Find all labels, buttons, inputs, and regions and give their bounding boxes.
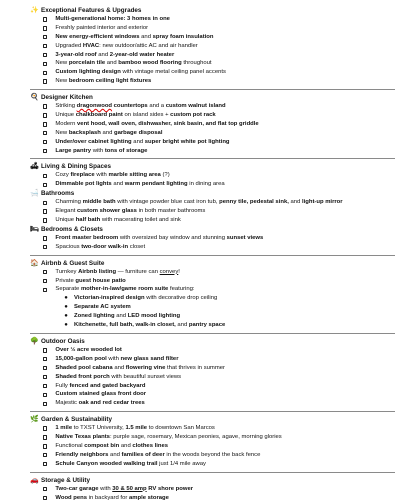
section-kitchen <box>30 93 395 155</box>
item-text: and <box>105 60 119 67</box>
checkbox[interactable] <box>43 462 47 466</box>
item-text: middle bath <box>82 199 116 206</box>
item-text: New <box>55 129 69 136</box>
checkbox[interactable] <box>43 270 47 274</box>
item-text: Unique <box>55 112 76 119</box>
item-text: : purple sage, rosemary, Mexican peonies, agave, morning glories <box>109 434 282 441</box>
checklist-item <box>30 442 395 451</box>
item-text: with <box>94 172 109 179</box>
checklist-item <box>30 59 395 68</box>
item-text: Separate <box>55 286 81 293</box>
item-text: sunset views <box>226 234 264 241</box>
checklist-item <box>30 390 395 399</box>
item-text: light-up mirror <box>301 199 343 206</box>
section-heading <box>30 93 395 102</box>
item-text: New energy-efficient windows <box>55 33 140 40</box>
bullet-icon: ● <box>64 322 68 329</box>
checklist-item <box>30 285 395 294</box>
checklist-item <box>30 494 395 502</box>
item-text: pantry space <box>188 322 226 329</box>
house-icon: 🏠 <box>30 259 39 267</box>
item-text: Over ½ acre wooded lot <box>55 346 122 353</box>
item-text: bedroom ceiling light fixtures <box>68 78 152 85</box>
sofa-icon: 🛋 <box>30 163 39 171</box>
item-text: closet <box>128 243 146 250</box>
checklist-item <box>30 277 395 286</box>
checklist-item <box>30 129 395 138</box>
checkbox[interactable] <box>43 71 47 75</box>
item-text: in backyard for <box>87 494 129 501</box>
checkbox[interactable] <box>43 435 47 439</box>
section-heading <box>30 6 395 15</box>
checklist-item <box>30 68 395 77</box>
item-text: and <box>108 451 122 458</box>
checklist-item <box>30 451 395 460</box>
item-text: with decorative drop ceiling <box>144 295 218 302</box>
section-title: Bathrooms <box>41 190 75 198</box>
item-text: in the woods beyond the back fence <box>164 451 261 458</box>
item-text: Cozy <box>55 172 71 179</box>
item-text: — furniture can <box>116 268 160 275</box>
item-text: throughout <box>181 60 212 67</box>
section-airbnb <box>30 259 395 330</box>
checklist-item <box>30 42 395 51</box>
section-title: Airbnb & Guest Suite <box>41 259 105 267</box>
checklist-item <box>30 171 395 180</box>
item-text: and <box>100 129 115 136</box>
section-garden <box>30 415 395 468</box>
section-title: Garden & Sustainability <box>41 416 113 424</box>
item-text: tons of storage <box>104 147 148 154</box>
checkbox[interactable] <box>43 357 47 361</box>
item-text: 2-year-old water heater <box>109 51 175 58</box>
checklist-item <box>30 51 395 60</box>
item-text: Custom lighting design <box>55 69 121 76</box>
checkbox[interactable] <box>43 44 47 48</box>
checkbox[interactable] <box>43 236 47 240</box>
bullet-icon: ● <box>64 313 68 320</box>
checklist-item <box>30 15 395 24</box>
item-text: to downtown San Marcos <box>147 425 215 432</box>
checkbox[interactable] <box>43 79 47 83</box>
checklist-item <box>30 382 395 391</box>
item-text: 1.5 mile <box>125 425 148 432</box>
item-text: to TXST University, <box>72 425 126 432</box>
item-text: with macerating toilet and sink <box>100 217 181 224</box>
item-text: Under/over cabinet lighting <box>55 138 132 145</box>
section-divider <box>30 333 395 334</box>
checklist-item <box>30 355 395 364</box>
item-text: compost bin <box>84 442 120 449</box>
link-text[interactable]: convey <box>159 268 179 275</box>
checklist-item <box>30 433 395 442</box>
section-title: Bedrooms & Closets <box>41 225 103 233</box>
bullet-item <box>30 294 395 303</box>
checklist-item <box>30 234 395 243</box>
checkbox[interactable] <box>43 174 47 178</box>
checklist-item <box>30 111 395 120</box>
checklist-item <box>30 77 395 86</box>
section-title: Living & Dining Spaces <box>41 163 111 171</box>
item-text: with <box>106 355 121 362</box>
bullet-item <box>30 312 395 321</box>
item-text: fenced and gated backyard <box>69 382 146 389</box>
section-heading <box>30 225 395 234</box>
checkbox[interactable] <box>43 201 47 205</box>
item-text: vent hood, wall oven, dishwasher, sink basin, and flat top griddle <box>77 120 259 127</box>
item-text: garbage disposal <box>114 129 163 136</box>
checkbox[interactable] <box>43 366 47 370</box>
item-text: Shaded front porch <box>55 373 110 380</box>
item-text: 3-year-old roof <box>55 51 97 58</box>
item-text: and <box>111 181 125 188</box>
item-text: with vintage powder blue cast iron tub, <box>115 199 220 206</box>
checkbox[interactable] <box>43 35 47 39</box>
item-text: countertops <box>112 103 148 110</box>
checklist-item <box>30 138 395 147</box>
bathtub-icon: 🛁 <box>30 190 39 198</box>
item-text: in both master bathrooms <box>136 208 206 215</box>
item-text: with vintage metal ceiling panel accents <box>120 69 226 76</box>
bullet-icon: ● <box>64 304 68 311</box>
item-text: and a <box>147 103 166 110</box>
checkbox[interactable] <box>43 26 47 30</box>
item-text: Zoned lighting <box>74 313 115 320</box>
checkbox[interactable] <box>43 245 47 249</box>
checklist-item <box>30 33 395 42</box>
item-text: and <box>112 364 126 371</box>
checklist-item <box>30 346 395 355</box>
item-text: Large pantry <box>55 147 92 154</box>
sparkles-icon: ✨ <box>30 7 39 14</box>
section-divider <box>30 411 395 412</box>
item-text: Schule Canyon wooded walking trail <box>55 460 158 467</box>
checkbox[interactable] <box>43 384 47 388</box>
item-text: New <box>55 78 69 85</box>
item-text: new glass sand filter <box>120 355 179 362</box>
item-text: RV shore power <box>146 485 194 492</box>
item-text: that thrives in summer <box>165 364 225 371</box>
section-divider <box>30 158 395 159</box>
item-text: with <box>98 485 113 492</box>
item-text: 1 mile <box>55 425 73 432</box>
item-text: with beautiful sunset views <box>109 373 182 380</box>
section-heading <box>30 259 395 268</box>
bullet-item <box>30 303 395 312</box>
item-text: chalkboard paint <box>75 112 123 119</box>
item-text: : new outdoor/attic AC and air handler <box>99 42 198 49</box>
item-text: backsplash <box>68 129 101 136</box>
item-text: Freshly painted interior and exterior <box>55 24 149 31</box>
item-text: and <box>96 51 110 58</box>
item-text: featuring: <box>168 286 195 293</box>
item-text: bamboo wood flooring <box>118 60 182 67</box>
checkbox[interactable] <box>43 218 47 222</box>
item-text: Shaded pool cabana <box>55 364 113 371</box>
checklist-item <box>30 485 395 494</box>
checkbox[interactable] <box>43 426 47 430</box>
item-text: oak and red cedar trees <box>78 400 145 407</box>
checklist-item <box>30 198 395 207</box>
item-text: on island sides + <box>122 112 171 119</box>
checkbox[interactable] <box>43 140 47 144</box>
item-text: Victorian-inspired design <box>74 295 145 302</box>
item-text: Upgraded <box>55 42 83 49</box>
section-heading <box>30 337 395 346</box>
item-text: and <box>114 313 128 320</box>
checkbox[interactable] <box>43 375 47 379</box>
item-text: and <box>119 442 133 449</box>
item-text: Charming <box>55 199 83 206</box>
checkbox[interactable] <box>43 122 47 126</box>
item-text: dragonwood <box>76 103 113 110</box>
item-text: Wood pens <box>55 494 88 501</box>
checkbox[interactable] <box>43 17 47 21</box>
bullet-icon: ● <box>64 295 68 302</box>
item-text: Front master bedroom <box>55 234 119 241</box>
car-icon: 🚗 <box>30 476 39 484</box>
item-text: marble sitting area <box>108 172 161 179</box>
checklist-item <box>30 102 395 111</box>
item-text: guest house patio <box>75 277 126 284</box>
checkbox[interactable] <box>43 149 47 153</box>
item-text: Spacious <box>55 243 82 250</box>
item-text: custom shower glass <box>77 208 137 215</box>
item-text: spray foam insulation <box>152 33 214 40</box>
item-text: Majestic <box>55 400 79 407</box>
section-title: Designer Kitchen <box>41 94 93 102</box>
item-text: just 1/4 mile away <box>157 460 206 467</box>
item-text: Custom stained glass front door <box>55 391 147 398</box>
section-divider <box>30 255 395 256</box>
item-text: penny tile, pedestal sink, <box>219 199 289 206</box>
checklist-item <box>30 364 395 373</box>
checkbox[interactable] <box>43 453 47 457</box>
item-text: Modern <box>55 120 78 127</box>
section-living <box>30 162 395 251</box>
checkbox[interactable] <box>43 131 47 135</box>
item-text: with <box>91 147 105 154</box>
item-text: ! <box>178 268 180 275</box>
item-text: Turnkey <box>55 268 79 275</box>
checkbox[interactable] <box>43 104 47 108</box>
checklist-item <box>30 147 395 156</box>
item-text: with oversized bay window and stunning <box>118 234 227 241</box>
item-text: Striking <box>55 103 77 110</box>
checklist-item <box>30 180 395 189</box>
item-text: Airbnb listing <box>78 268 117 275</box>
checklist-item <box>30 460 395 469</box>
checkbox[interactable] <box>43 444 47 448</box>
item-text: and <box>139 33 153 40</box>
bullet-item <box>30 321 395 330</box>
section-heading <box>30 415 395 424</box>
item-text: and <box>131 138 145 145</box>
item-text: Friendly neighbors <box>55 451 109 458</box>
checkbox[interactable] <box>43 209 47 213</box>
tree-icon: 🌳 <box>30 337 39 345</box>
item-text: flowering vine <box>125 364 166 371</box>
item-text: Private <box>55 277 76 284</box>
section-outdoor <box>30 337 395 408</box>
item-text: New <box>55 60 69 67</box>
checkbox[interactable] <box>43 279 47 283</box>
section-features <box>30 6 395 86</box>
item-text: Fully <box>55 382 70 389</box>
item-text: custom pot rack <box>170 112 216 119</box>
checkbox[interactable] <box>43 53 47 57</box>
item-text: super bright white pot lighting <box>144 138 230 145</box>
item-text: ample storage <box>128 494 169 501</box>
item-text: (?) <box>160 172 170 179</box>
checklist-item <box>30 243 395 252</box>
item-text: Kitchenette, full bath, walk-in closet, <box>74 322 176 329</box>
item-text: two-door walk-in <box>81 243 129 250</box>
item-text: Separate AC system <box>74 304 131 311</box>
checkbox[interactable] <box>43 62 47 66</box>
section-title: Exceptional Features & Upgrades <box>41 7 142 14</box>
checklist-item <box>30 424 395 433</box>
checklist-item <box>30 24 395 33</box>
item-text: clothes lines <box>132 442 169 449</box>
checkbox[interactable] <box>43 348 47 352</box>
checkbox[interactable] <box>43 113 47 117</box>
item-text: and <box>175 322 189 329</box>
item-text: Unique <box>55 217 76 224</box>
section-divider <box>30 472 395 473</box>
section-divider <box>30 89 395 90</box>
checklist-item <box>30 399 395 408</box>
checklist-item <box>30 373 395 382</box>
checkbox[interactable] <box>43 183 47 187</box>
item-text: Elegant <box>55 208 78 215</box>
kitchen-icon: 🍳 <box>30 94 39 102</box>
item-text: half bath <box>75 217 101 224</box>
section-title: Outdoor Oasis <box>41 337 85 345</box>
link-text[interactable]: 30 & 50 amp <box>112 485 147 492</box>
item-text: Two-car garage <box>55 485 99 492</box>
checklist-item <box>30 207 395 216</box>
item-text: in dining area <box>187 181 225 188</box>
item-text: Functional <box>55 442 85 449</box>
checklist-item <box>30 268 395 277</box>
item-text: Dimmable pot lights <box>55 181 112 188</box>
item-text: porcelain tile <box>68 60 106 67</box>
item-text: 15,000-gallon pool <box>55 355 107 362</box>
item-text: custom walnut island <box>165 103 226 110</box>
checklist-item <box>30 216 395 225</box>
item-text: warm pendant lighting <box>124 181 188 188</box>
item-text: families of deer <box>121 451 165 458</box>
checklist-item <box>30 120 395 129</box>
checkbox[interactable] <box>43 288 47 292</box>
item-text: mother-in-law/game room suite <box>80 286 169 293</box>
section-heading <box>30 476 395 485</box>
item-text: and <box>288 199 302 206</box>
item-text: fireplace <box>70 172 95 179</box>
section-title: Storage & Utility <box>41 476 90 484</box>
section-heading <box>30 189 395 198</box>
item-text: HVAC <box>82 42 100 49</box>
item-text: LED mood lighting <box>127 313 181 320</box>
bed-icon: 🛏 <box>30 225 39 233</box>
leaf-icon: 🌿 <box>30 416 39 424</box>
checkbox[interactable] <box>43 496 47 500</box>
checkbox[interactable] <box>43 402 47 406</box>
item-text: Native Texas plants <box>55 434 110 441</box>
checkbox[interactable] <box>43 487 47 491</box>
item-text: Multi-generational home: 3 homes in one <box>55 16 170 22</box>
section-heading <box>30 162 395 171</box>
checkbox[interactable] <box>43 393 47 397</box>
